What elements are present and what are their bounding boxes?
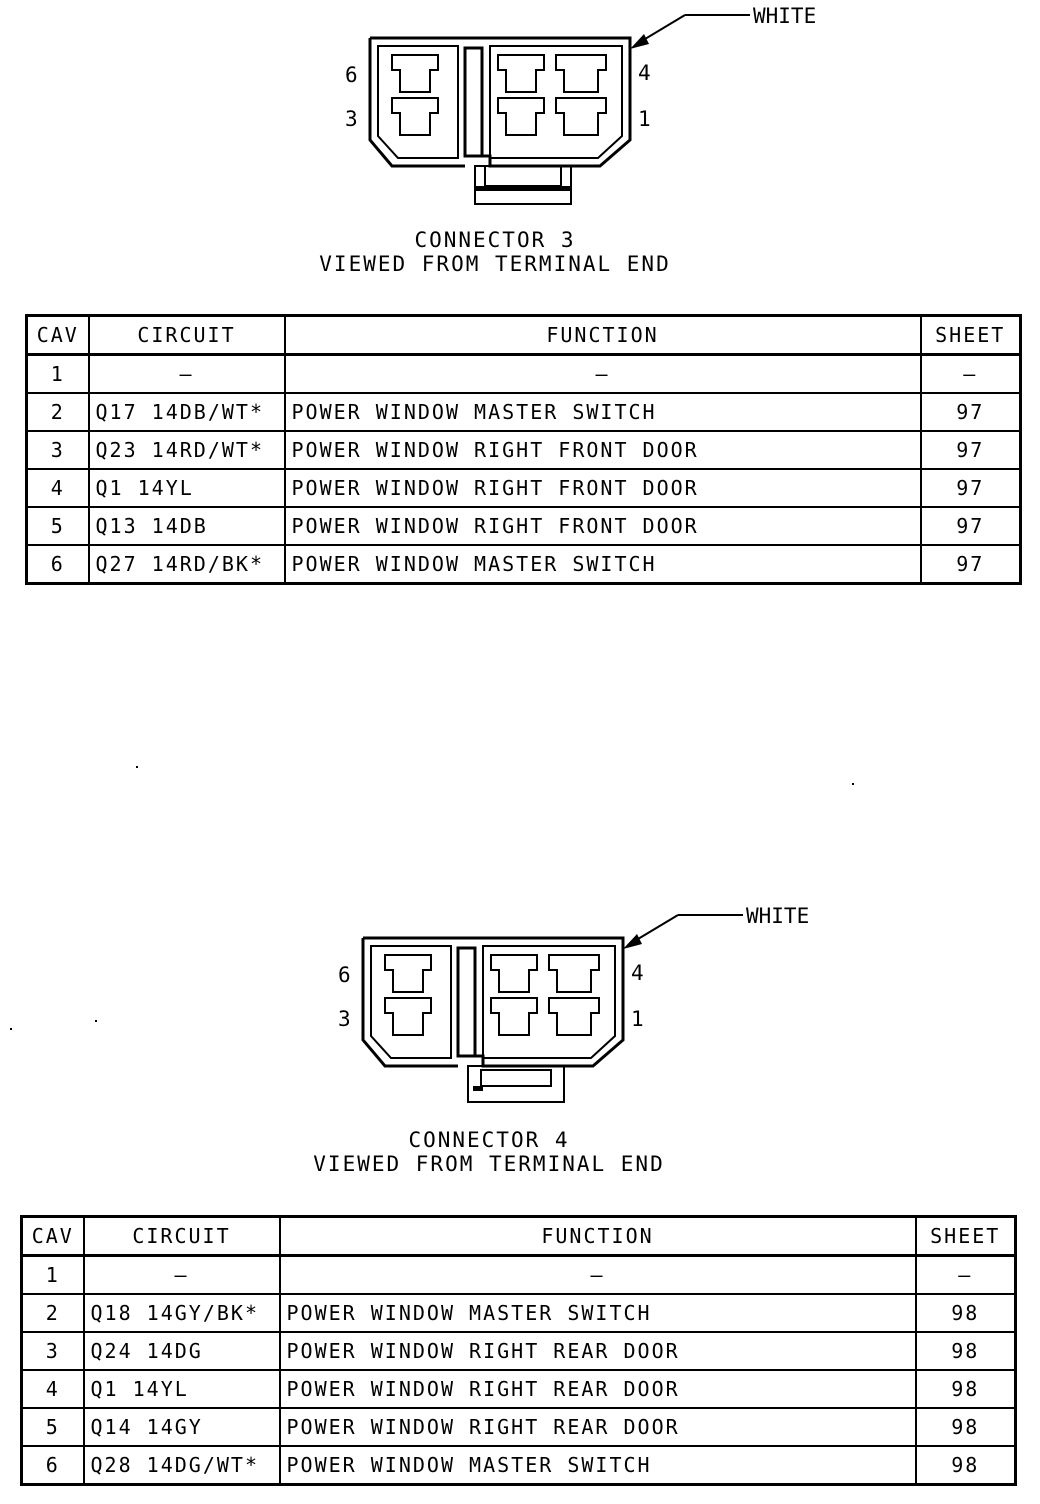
connector-housing [370, 38, 630, 166]
cell-cav: 2 [27, 393, 89, 431]
cavity-label-6: 6 [345, 63, 358, 87]
cell-function: — [285, 355, 921, 394]
cell-function: — [280, 1256, 916, 1295]
terminal-cavity-6 [385, 955, 431, 992]
header-cav: CAV [27, 316, 89, 355]
caption-title: CONNECTOR 3 [414, 228, 576, 252]
scan-speck [852, 783, 854, 785]
header-function: FUNCTION [285, 316, 921, 355]
cell-cav: 6 [22, 1446, 84, 1485]
cell-function: POWER WINDOW RIGHT REAR DOOR [280, 1408, 916, 1446]
cell-cav: 1 [22, 1256, 84, 1295]
connector-latch [468, 1066, 564, 1102]
cell-circuit: Q1 14YL [89, 469, 285, 507]
table-header-row [22, 1217, 1016, 1256]
terminal-cavity-1 [556, 98, 606, 135]
cell-function: POWER WINDOW RIGHT FRONT DOOR [285, 507, 921, 545]
cell-sheet: 97 [921, 393, 1021, 431]
terminal-cavity-5 [498, 55, 544, 92]
terminal-cavity-5 [491, 955, 537, 992]
terminal-cavity-3 [392, 98, 438, 135]
terminal-cavity-4 [549, 955, 599, 992]
caption-title: CONNECTOR 4 [408, 1128, 570, 1152]
cell-circuit: — [89, 355, 285, 394]
table-row [27, 507, 1021, 545]
cell-function: POWER WINDOW RIGHT FRONT DOOR [285, 431, 921, 469]
cavity-label-6: 6 [338, 963, 351, 987]
cell-sheet: 97 [921, 545, 1021, 584]
cell-cav: 2 [22, 1294, 84, 1332]
table-row [22, 1294, 1016, 1332]
cell-cav: 4 [22, 1370, 84, 1408]
connector-housing [363, 938, 623, 1066]
cell-circuit: Q1 14YL [84, 1370, 280, 1408]
cell-cav: 5 [27, 507, 89, 545]
table-row [22, 1332, 1016, 1370]
cell-function: POWER WINDOW MASTER SWITCH [285, 545, 921, 584]
cell-function: POWER WINDOW RIGHT REAR DOOR [280, 1370, 916, 1408]
connector-3-caption [0, 228, 990, 276]
cell-cav: 1 [27, 355, 89, 394]
terminal-cavity-6 [392, 55, 438, 92]
cell-function: POWER WINDOW RIGHT REAR DOOR [280, 1332, 916, 1370]
header-cav: CAV [22, 1217, 84, 1256]
scan-speck [10, 1028, 12, 1030]
scan-speck [95, 1020, 97, 1022]
cell-function: POWER WINDOW MASTER SWITCH [280, 1446, 916, 1485]
cell-function: POWER WINDOW MASTER SWITCH [280, 1294, 916, 1332]
cell-circuit: Q18 14GY/BK* [84, 1294, 280, 1332]
cell-cav: 3 [27, 431, 89, 469]
cell-function: POWER WINDOW MASTER SWITCH [285, 393, 921, 431]
cell-sheet: 97 [921, 431, 1021, 469]
table-row [27, 393, 1021, 431]
cell-circuit: Q14 14GY [84, 1408, 280, 1446]
cell-circuit: — [84, 1256, 280, 1295]
table-row [27, 469, 1021, 507]
arrow-head-icon [630, 34, 649, 49]
cell-circuit: Q13 14DB [89, 507, 285, 545]
cell-sheet: 97 [921, 507, 1021, 545]
caption-subtitle: VIEWED FROM TERMINAL END [319, 252, 671, 276]
table-row [22, 1256, 1016, 1295]
cell-circuit: Q23 14RD/WT* [89, 431, 285, 469]
table-row [27, 355, 1021, 394]
table-row [22, 1408, 1016, 1446]
header-sheet: SHEET [921, 316, 1021, 355]
cell-sheet: 98 [916, 1294, 1016, 1332]
cavity-label-4: 4 [631, 961, 644, 985]
cavity-label-1: 1 [638, 107, 651, 131]
terminal-cavity-1 [549, 998, 599, 1035]
cell-circuit: Q17 14DB/WT* [89, 393, 285, 431]
connector-color-label: WHITE [753, 4, 817, 28]
cell-circuit: Q28 14DG/WT* [84, 1446, 280, 1485]
cell-sheet: — [921, 355, 1021, 394]
caption-subtitle: VIEWED FROM TERMINAL END [313, 1152, 665, 1176]
cell-sheet: 98 [916, 1408, 1016, 1446]
cell-cav: 3 [22, 1332, 84, 1370]
table-row [22, 1446, 1016, 1485]
cavity-label-3: 3 [345, 107, 358, 131]
terminal-cavity-2 [498, 98, 544, 135]
table-row [27, 431, 1021, 469]
header-circuit: CIRCUIT [84, 1217, 280, 1256]
header-function: FUNCTION [280, 1217, 916, 1256]
terminal-cavity-2 [491, 998, 537, 1035]
table-header-row [27, 316, 1021, 355]
connector-3-table [25, 314, 1022, 585]
cell-cav: 5 [22, 1408, 84, 1446]
connector-4-caption [0, 1128, 984, 1176]
cell-sheet: 98 [916, 1332, 1016, 1370]
cell-sheet: — [916, 1256, 1016, 1295]
cell-circuit: Q24 14DG [84, 1332, 280, 1370]
table-row [22, 1370, 1016, 1408]
cell-function: POWER WINDOW RIGHT FRONT DOOR [285, 469, 921, 507]
cell-cav: 4 [27, 469, 89, 507]
arrow-head-icon [623, 934, 642, 949]
cell-cav: 6 [27, 545, 89, 584]
connector-4-table [20, 1215, 1017, 1486]
cavity-label-4: 4 [638, 61, 651, 85]
cell-circuit: Q27 14RD/BK* [89, 545, 285, 584]
header-sheet: SHEET [916, 1217, 1016, 1256]
terminal-cavity-3 [385, 998, 431, 1035]
connector-4-diagram [323, 900, 843, 1115]
scan-speck [136, 766, 138, 768]
cavity-label-1: 1 [631, 1007, 644, 1031]
connector-3-diagram [330, 0, 850, 215]
cell-sheet: 98 [916, 1370, 1016, 1408]
cell-sheet: 98 [916, 1446, 1016, 1485]
header-circuit: CIRCUIT [89, 316, 285, 355]
connector-color-label: WHITE [746, 904, 810, 928]
cavity-label-3: 3 [338, 1007, 351, 1031]
cell-sheet: 97 [921, 469, 1021, 507]
terminal-cavity-4 [556, 55, 606, 92]
table-row [27, 545, 1021, 584]
